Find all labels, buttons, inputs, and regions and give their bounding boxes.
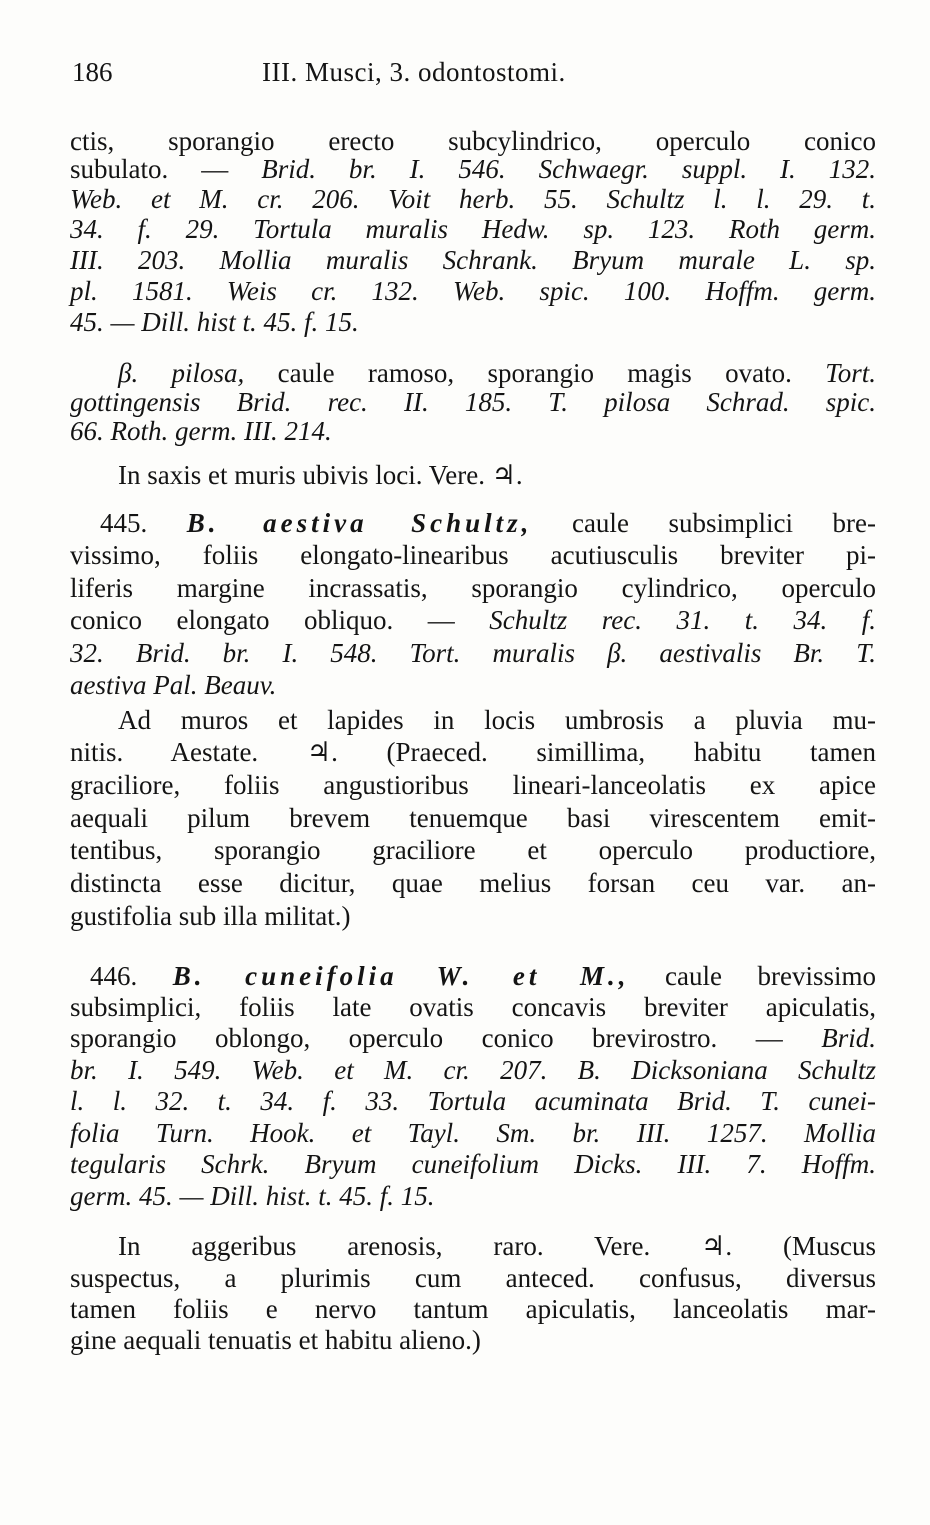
roman-text: gustifolia sub illa militat.) — [70, 901, 351, 931]
roman-text: In saxis et muris ubivis loci. Vere. ♃. — [118, 460, 523, 490]
text-line — [70, 602, 876, 638]
text-line — [70, 635, 876, 671]
roman-text: liferis margine incrassatis, sporangio cylindrico, operculo — [70, 573, 876, 603]
italic-citation: folia Turn. Hook. et Tayl. Sm. br. III. 1257. Mollia — [70, 1118, 876, 1148]
italic-citation: l. l. 32. t. 34. f. 33. Tortula acuminata Brid. T. cunei- — [70, 1086, 876, 1116]
roman-text: subulato. — — [70, 154, 262, 184]
italic-citation: germ. 45. — Dill. hist. t. 45. f. 15. — [70, 1181, 435, 1211]
italic-citation: III. 203. Mollia muralis Schrank. Bryum murale L. sp. — [70, 245, 876, 275]
text-line — [70, 413, 876, 449]
roman-text: caule brevissimo — [629, 961, 877, 991]
text-line — [118, 702, 876, 738]
italic-citation: tegularis Schrk. Bryum cuneifolium Dicks. III. 7. Hoffm. — [70, 1149, 876, 1179]
text-line — [118, 457, 876, 493]
roman-text: 445. — [100, 508, 187, 538]
roman-text: suspectus, a plurimis cum anteced. confusus, diversus — [70, 1263, 876, 1293]
italic-citation: Brid. br. I. 546. Schwaegr. suppl. I. 132. — [261, 154, 877, 184]
text-line — [70, 667, 876, 703]
roman-text: distincta esse dicitur, quae melius forsan ceu var. an- — [70, 868, 876, 898]
roman-text: vissimo, foliis elongato-linearibus acutiusculis breviter pi- — [70, 540, 876, 570]
italic-citation: 32. Brid. br. I. 548. Tort. muralis β. aestivalis Br. T. — [70, 638, 876, 668]
roman-text: gine aequali tenuatis et habitu alieno.) — [70, 1325, 481, 1355]
italic-citation: 34. f. 29. Tortula muralis Hedw. sp. 123. Roth germ. — [70, 214, 876, 244]
roman-text: ctis, sporangio erecto subcylindrico, operculo conico — [70, 126, 876, 156]
roman-text: nitis. Aestate. ♃. (Praeced. simillima, habitu tamen — [70, 737, 876, 767]
roman-text: tamen foliis e nervo tantum apiculatis, lanceolatis mar- — [70, 1294, 876, 1324]
running-head: III. Musci, 3. odontostomi. — [262, 57, 566, 87]
text-line — [70, 800, 876, 836]
text-line — [70, 304, 876, 340]
italic-citation: Tort. — [825, 358, 876, 388]
text-line — [70, 734, 876, 770]
page-number: 186 — [72, 57, 113, 87]
text-line — [70, 570, 876, 606]
roman-text: sporangio oblongo, operculo conico brevirostro. — — [70, 1023, 822, 1053]
text-line — [70, 1322, 876, 1358]
species-name: B. cuneifolia W. et M., — [172, 961, 630, 991]
italic-citation: aestiva Pal. Beauv. — [70, 670, 277, 700]
italic-citation: pl. 1581. Weis cr. 132. Web. spic. 100. Hoffm. germ. — [70, 276, 876, 306]
text-line — [70, 1178, 876, 1214]
text-line — [70, 1020, 876, 1056]
text-line — [70, 832, 876, 868]
roman-text: subsimplici, foliis late ovatis concavis breviter apiculatis, — [70, 992, 876, 1022]
text-line — [70, 767, 876, 803]
roman-text: tentibus, sporangio graciliore et operculo productiore, — [70, 835, 876, 865]
text-line — [70, 1083, 876, 1119]
roman-text: graciliore, foliis angustioribus lineari-lanceolatis ex apice — [70, 770, 876, 800]
roman-text: 446. — [90, 961, 173, 991]
text-line — [100, 505, 876, 541]
text-line — [70, 537, 876, 573]
text-line — [118, 1228, 876, 1264]
italic-citation: 45. — Dill. hist t. 45. f. 15. — [70, 307, 359, 337]
italic-citation: 66. Roth. germ. III. 214. — [70, 416, 332, 446]
roman-text: In aggeribus arenosis, raro. Vere. ♃. (Muscus — [118, 1231, 876, 1261]
species-name: B. aestiva Schultz, — [186, 508, 533, 538]
italic-citation: Brid. — [821, 1023, 876, 1053]
text-line — [70, 1146, 876, 1182]
roman-text: aequali pilum brevem tenuemque basi virescentem emit- — [70, 803, 876, 833]
text-line — [70, 865, 876, 901]
roman-text: caule ramoso, sporangio magis ovato. — [244, 358, 826, 388]
italic-citation: br. I. 549. Web. et M. cr. 207. B. Dicksoniana Schultz — [70, 1055, 876, 1085]
italic-citation: gottingensis Brid. rec. II. 185. T. pilosa Schrad. spic. — [70, 387, 876, 417]
italic-citation: β. pilosa, — [118, 358, 245, 388]
roman-text: caule subsimplici bre- — [532, 508, 876, 538]
roman-text: Ad muros et lapides in locis umbrosis a pluvia mu- — [118, 705, 876, 735]
text-line — [70, 898, 876, 934]
italic-citation: Web. et M. cr. 206. Voit herb. 55. Schultz l. l. 29. t. — [70, 184, 876, 214]
roman-text: conico elongato obliquo. — — [70, 605, 490, 635]
italic-citation: Schultz rec. 31. t. 34. f. — [489, 605, 876, 635]
